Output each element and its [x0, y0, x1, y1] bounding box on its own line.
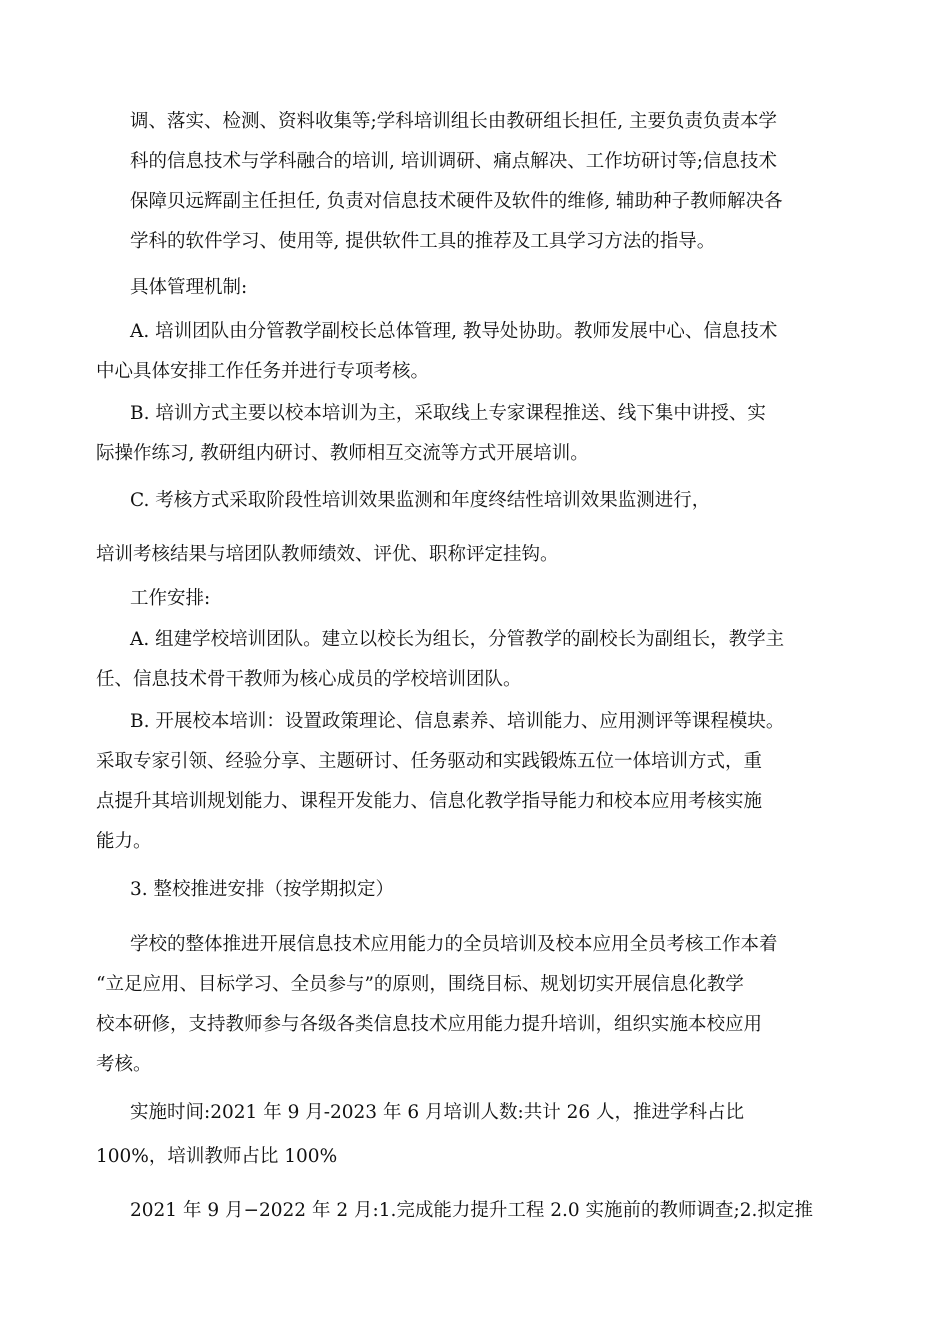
text-line: 100%，培训教师占比 100%: [96, 1146, 338, 1167]
text-line: 保障贝远辉副主任担任, 负责对信息技术硬件及软件的维修, 辅助种子教师解决各: [130, 191, 783, 212]
paragraph-implementation-time: [130, 1093, 744, 1133]
heading-school-advance: [130, 870, 394, 910]
text-line: 具体管理机制:: [130, 277, 248, 298]
text-line: 工作安排:: [130, 588, 211, 609]
text-line: 实施时间:2021 年 9 月-2023 年 6 月培训人数:共计 26 人，推进学科占比: [130, 1102, 745, 1123]
paragraph-schedule-first-term: [130, 1191, 813, 1231]
paragraph-school-advance: [96, 925, 778, 1085]
text-line: 学校的整体推进开展信息技术应用能力的全员培训及校本应用全员考核工作本着: [130, 934, 778, 955]
paragraph-mechanism-c: [130, 481, 710, 521]
text-line: 任、信息技术骨干教师为核心成员的学校培训团队。: [96, 669, 522, 690]
paragraph-leader-duties: [130, 102, 783, 262]
text-line: 考核。: [96, 1054, 152, 1075]
paragraph-mechanism-a: [96, 312, 777, 392]
text-line: 点提升其培训规划能力、课程开发能力、信息化教学指导能力和校本应用考核实施: [96, 791, 763, 812]
text-line: 采取专家引领、经验分享、主题研讨、任务驱动和实践锻炼五位一体培训方式，重: [96, 751, 763, 772]
text-line: A. 培训团队由分管教学副校长总体管理, 教导处协助。教师发展中心、信息技术: [130, 321, 778, 342]
heading-work-arrangement: [130, 579, 210, 619]
text-line: 培训考核结果与培团队教师绩效、评优、职称评定挂钩。: [96, 544, 559, 565]
text-line: 3. 整校推进安排（按学期拟定）: [130, 879, 395, 900]
paragraph-assessment-result: [96, 535, 559, 575]
text-line: “立足应用、目标学习、全员参与”的原则，围绕目标、规划切实开展信息化教学: [96, 974, 744, 995]
text-line: 学科的软件学习、使用等, 提供软件工具的推荐及工具学习方法的指导。: [130, 231, 716, 252]
paragraph-training-ratio: [96, 1137, 337, 1177]
text-line: 调、落实、检测、资料收集等;学科培训组长由教研组长担任, 主要负责负责本学: [130, 111, 777, 132]
paragraph-arrangement-a: [96, 620, 784, 700]
text-line: A. 组建学校培训团队。建立以校长为组长，分管教学的副校长为副组长，教学主: [130, 629, 785, 650]
text-line: B. 开展校本培训：设置政策理论、信息素养、培训能力、应用测评等课程模块。: [130, 711, 785, 732]
text-line: C. 考核方式采取阶段性培训效果监测和年度终结性培训效果监测进行，: [130, 490, 711, 511]
text-line: 2021 年 9 月−2022 年 2 月:1.完成能力提升工程 2.0 实施前的教师调查;2.拟定推: [130, 1200, 813, 1221]
text-line: 中心具体安排工作任务并进行专项考核。: [96, 361, 430, 382]
text-line: 科的信息技术与学科融合的培训, 培训调研、痛点解决、工作坊研讨等;信息技术: [130, 151, 777, 172]
text-line: 能力。: [96, 831, 152, 852]
heading-management-mechanism: [130, 268, 247, 308]
text-line: 际操作练习, 教研组内研讨、教师相互交流等方式开展培训。: [96, 443, 589, 464]
paragraph-arrangement-b: [96, 702, 784, 862]
text-line: B. 培训方式主要以校本培训为主，采取线上专家课程推送、线下集中讲授、实: [130, 403, 766, 424]
paragraph-mechanism-b: [96, 394, 766, 474]
text-line: 校本研修，支持教师参与各级各类信息技术应用能力提升培训，组织实施本校应用: [96, 1014, 763, 1035]
